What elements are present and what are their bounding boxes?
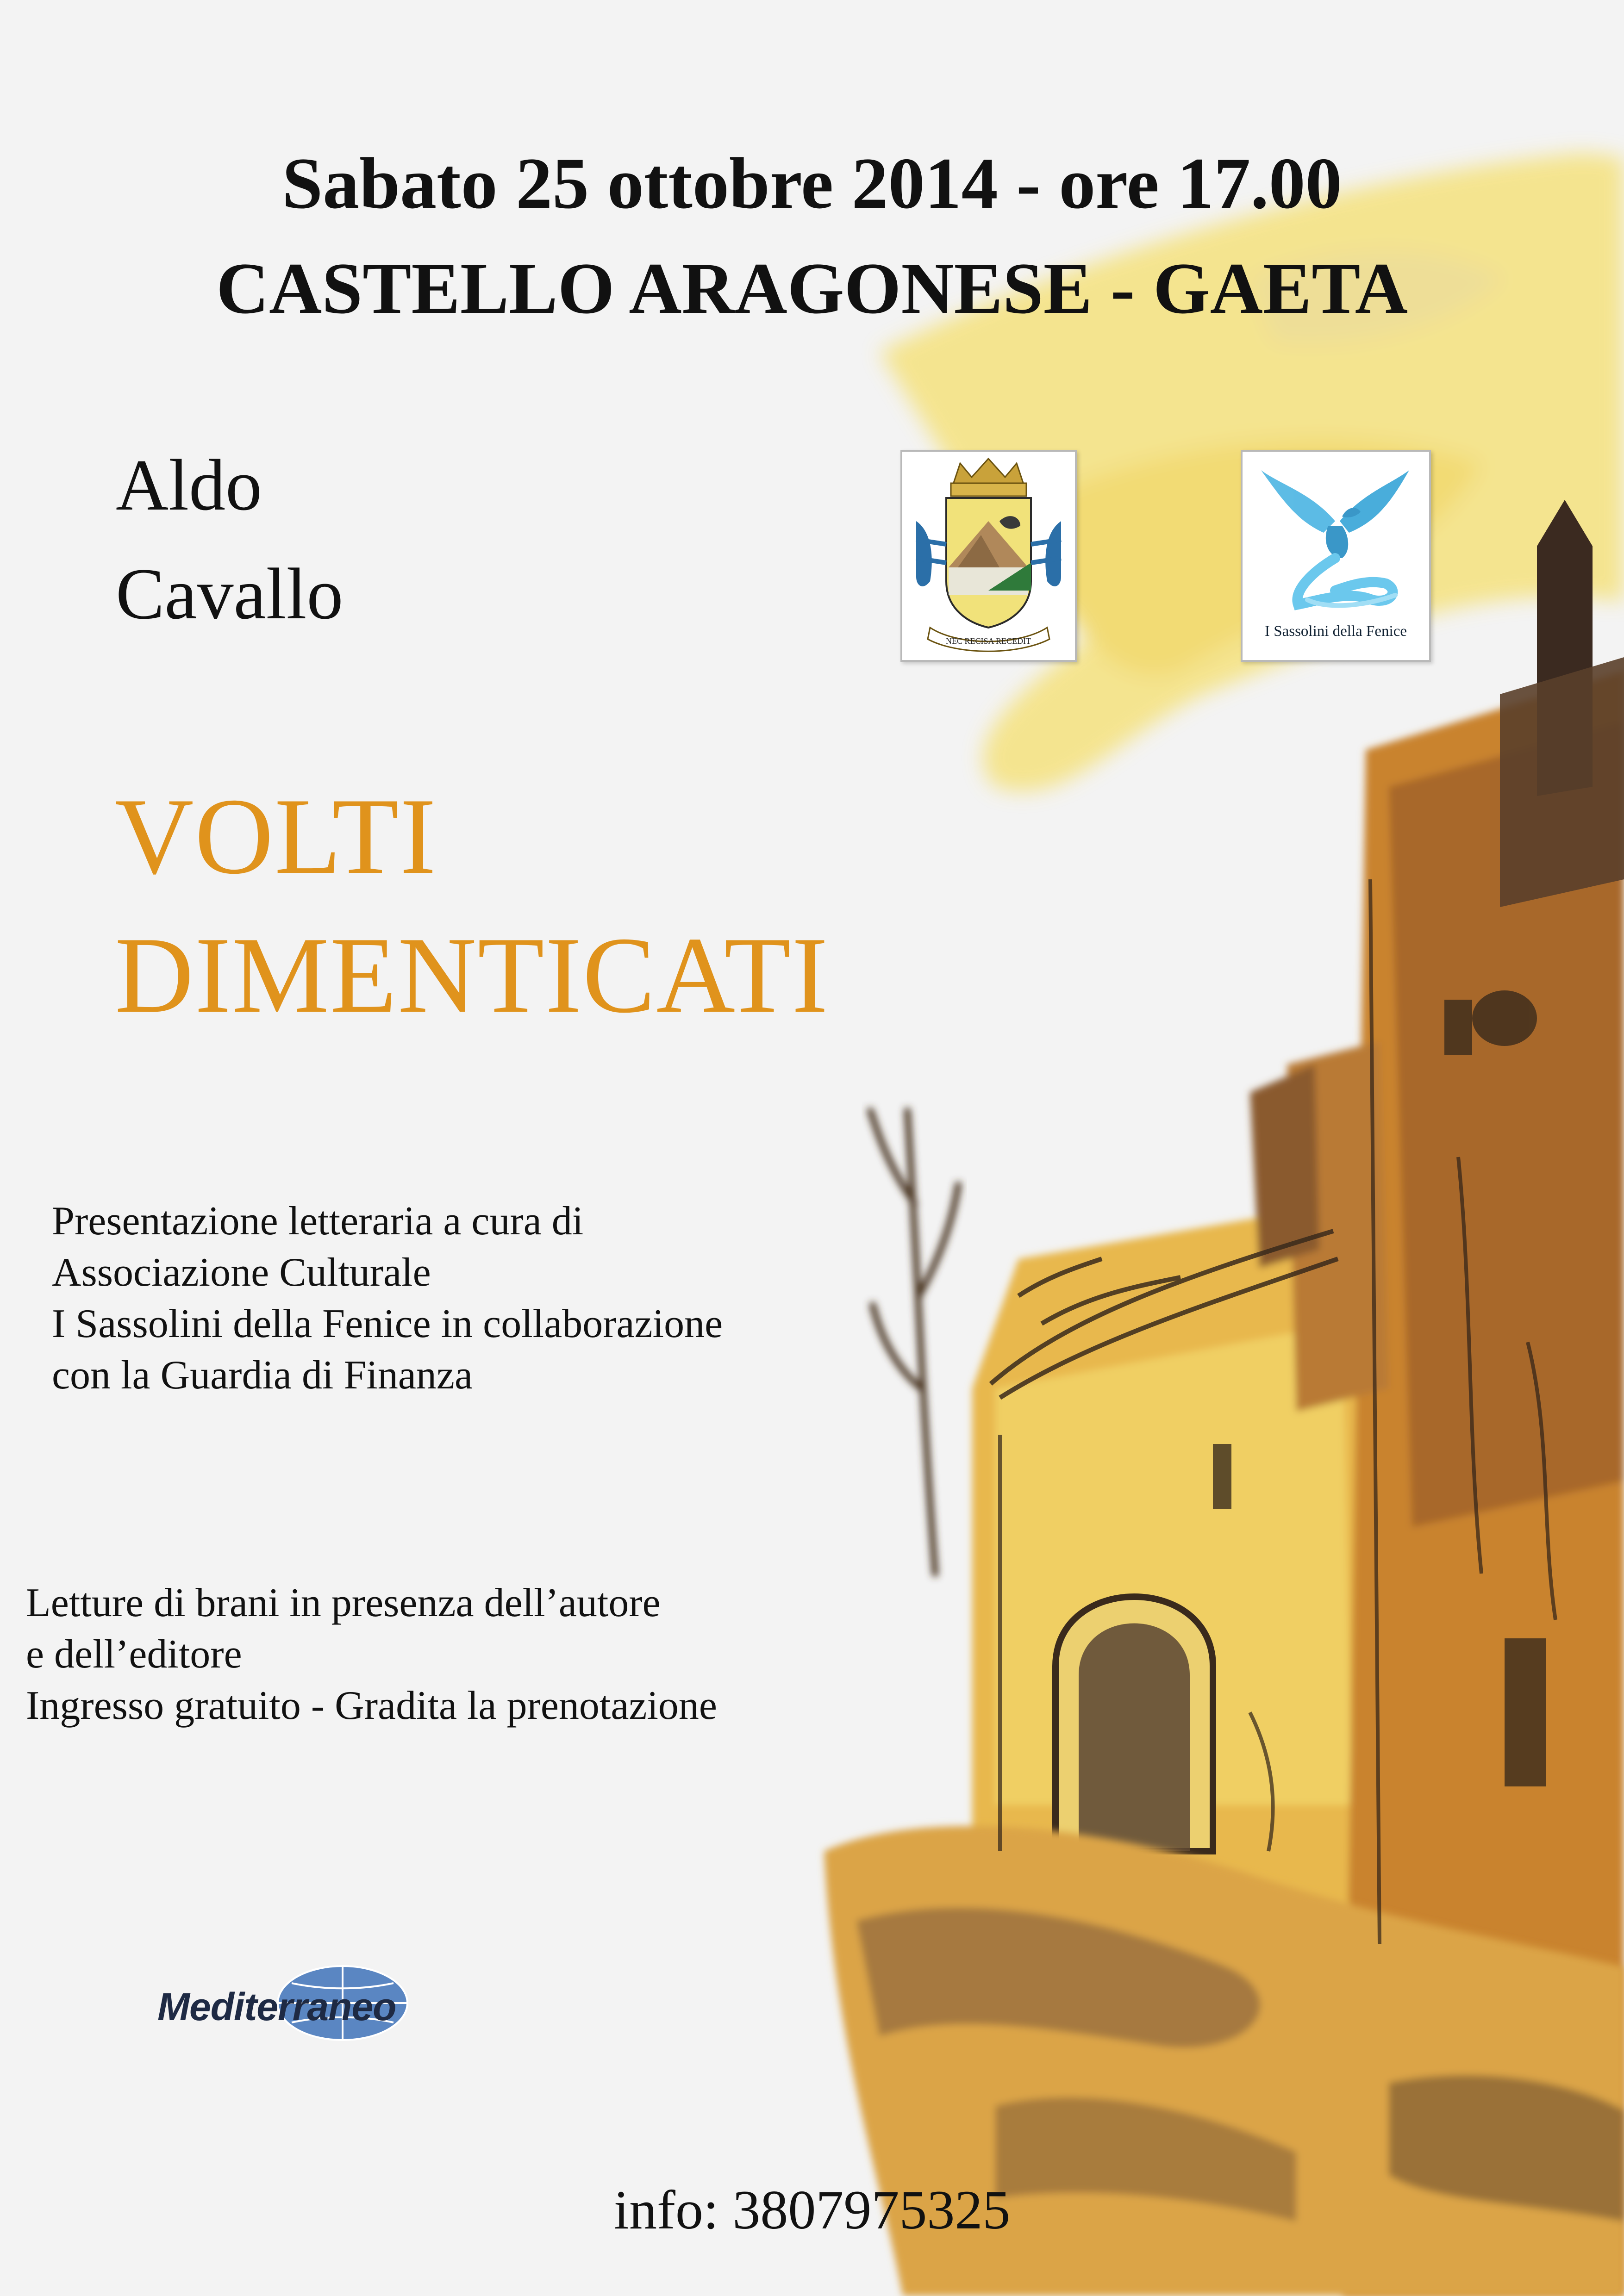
readings-line: Ingresso gratuito - Gradita la prenotazione [26, 1683, 717, 1728]
readings-line: Letture di brani in presenza dell’autore [26, 1580, 661, 1625]
presentation-line: I Sassolini della Fenice in collaborazione [52, 1301, 723, 1346]
sassolini-della-fenice-logo [1241, 450, 1431, 662]
guardia-di-finanza-crest-logo [900, 450, 1077, 662]
book-title-line-1: VOLTI [115, 776, 437, 897]
book-title-line-2: DIMENTICATI [115, 915, 829, 1036]
author-first-name: Aldo [116, 445, 262, 526]
publisher-logo [153, 1958, 514, 2050]
crest-emblem-icon [902, 452, 1075, 660]
event-date-time: Sabato 25 ottobre 2014 - ore 17.00 [282, 143, 1342, 224]
event-venue: CASTELLO ARAGONESE - GAETA [216, 248, 1408, 329]
publisher-name: Mediterraneo [157, 1985, 396, 2028]
phoenix-logo-caption: I Sassolini della Fenice [1264, 623, 1407, 640]
presentation-line: con la Guardia di Finanza [52, 1353, 473, 1398]
crest-motto: NEC RECISA RECEDIT [945, 636, 1031, 646]
presentation-line: Associazione Culturale [52, 1250, 431, 1295]
presentation-line: Presentazione letteraria a cura di [52, 1199, 584, 1244]
contact-info: info: 3807975325 [613, 2179, 1011, 2240]
readings-line: e dell’editore [26, 1632, 242, 1677]
author-last-name: Cavallo [116, 554, 344, 635]
